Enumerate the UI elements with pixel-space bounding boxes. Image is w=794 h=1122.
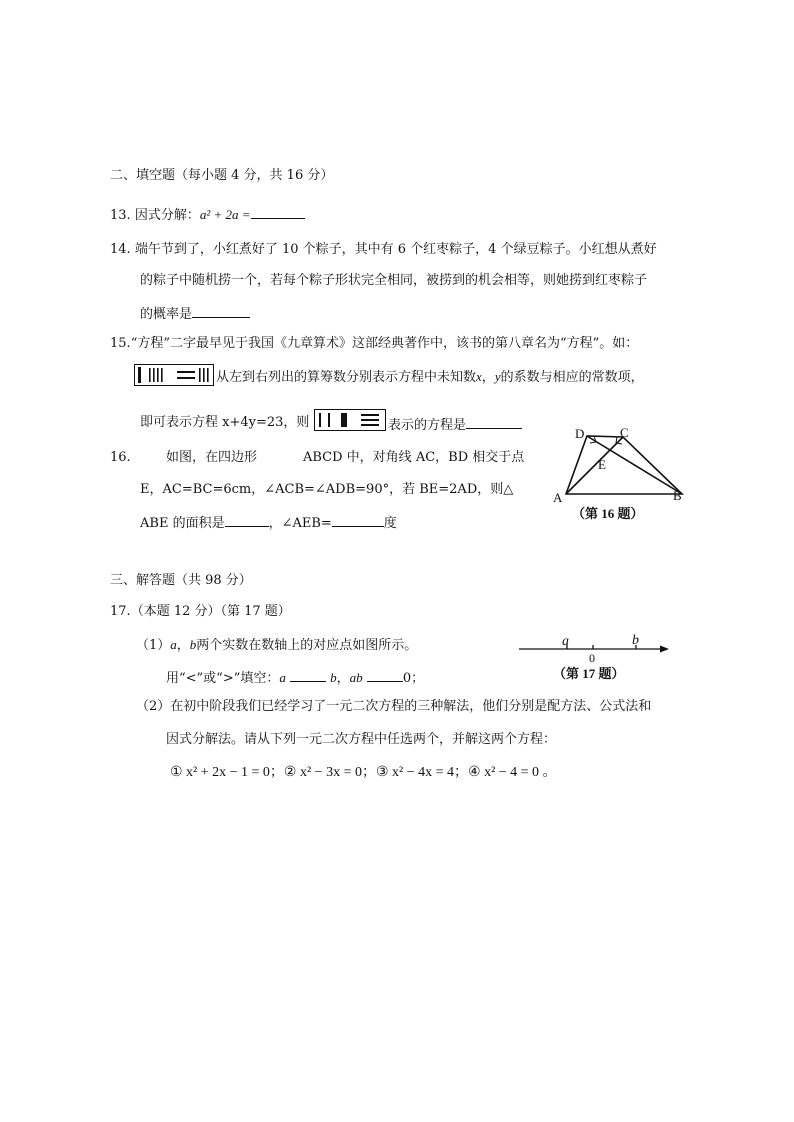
q13-answer-blank[interactable] xyxy=(251,206,305,219)
q17-var-b: b xyxy=(189,637,197,652)
q14-text-3: 的概率是 xyxy=(140,307,193,322)
q14-number: 14. xyxy=(110,242,131,257)
question-13 xyxy=(110,206,305,222)
q16-area-blank[interactable] xyxy=(225,514,269,527)
label-e: E xyxy=(598,457,606,472)
q16-figure-caption: （第 16 题） xyxy=(572,506,644,521)
q15-text-1: “方程”二字最早见于我国《九章算术》这部经典著作中，该书的第八章名为“方程”。如： xyxy=(130,336,639,351)
question-15-line-3a: 即可表示方程 x+4y=23，则 xyxy=(140,415,310,430)
question-14-line-3 xyxy=(140,305,250,321)
q16-text-1b: ABCD 中，对角线 AC，BD 相交于点 xyxy=(303,450,525,465)
q16-text-2: E，AC=BC=6cm，∠ACB=∠ADB=90°，若 BE=2AD，则△ xyxy=(140,482,514,497)
number-line-arrow xyxy=(660,646,669,653)
label-b: B xyxy=(673,488,682,503)
q16-text-1a: 如图，在四边形 xyxy=(166,450,258,465)
q17-fill-prefix: 用“<”或“>”填空： xyxy=(166,671,280,686)
q17-part-2-line-2: 因式分解法。请从下列一元二次方程中任选两个，并解这两个方程： xyxy=(166,732,557,747)
number-line-label-a: a xyxy=(562,634,569,649)
label-a: A xyxy=(553,490,563,505)
q16-angle-blank[interactable] xyxy=(332,514,384,527)
question-14-line-1 xyxy=(110,243,657,256)
question-15-line-2 xyxy=(216,370,644,384)
q17-fill-b: b xyxy=(330,670,337,685)
q15-var-y: y xyxy=(494,369,501,384)
q17-fill-sep: ， xyxy=(336,671,350,686)
counting-rods-example-glyph xyxy=(135,365,213,385)
q15-answer-blank[interactable] xyxy=(466,416,522,429)
q17-fill-a: a xyxy=(279,670,286,685)
q16-text-3b: ，∠AEB= xyxy=(268,516,332,531)
q17-compare-ab-blank[interactable] xyxy=(290,669,326,682)
q17-number-line-figure xyxy=(515,634,675,684)
q13-number: 13. xyxy=(110,208,131,223)
q15-text-3b: 表示的方程是 xyxy=(388,418,467,433)
q16-text-3c: 度 xyxy=(383,516,397,531)
q13-text: 因式分解： xyxy=(134,208,200,223)
question-15-line-1 xyxy=(110,337,638,350)
q14-text-1: 端午节到了，小红煮好了 10 个粽子，其中有 6 个红枣粽子，4 个绿豆粽子。小红想从煮好 xyxy=(134,242,657,257)
q16-text-3a: ABE 的面积是 xyxy=(140,516,225,531)
q17-part1-number: （1） xyxy=(136,638,171,653)
counting-rods-question xyxy=(314,409,386,431)
q17-var-a: a xyxy=(170,637,177,652)
section-heading-fill-in: 二、填空题（每小题 4 分，共 16 分） xyxy=(110,168,334,183)
q17-equation-list: ① x² + 2x − 1 = 0；② x² − 3x = 0；③ x² − 4x = 4；④ x² − 4 = 0 。 xyxy=(170,765,557,780)
q16-geometry-figure xyxy=(545,427,690,527)
q16-number: 16. xyxy=(110,450,131,465)
q17-part-1-line-2 xyxy=(166,669,424,685)
label-d: D xyxy=(575,427,585,441)
label-c: C xyxy=(620,427,629,440)
section-heading-solutions: 三、解答题（共 98 分） xyxy=(110,573,252,588)
q17-compare-product-blank[interactable] xyxy=(367,669,403,682)
q15-text-2a: 从左到右列出的算筹数分别表示方程中未知数 xyxy=(216,370,477,385)
q17-figure-caption: （第 17 题） xyxy=(553,666,625,681)
counting-rods-example xyxy=(134,364,214,386)
question-14-line-2: 的粽子中随机捞一个，若每个粽子形状完全相同，被捞到的机会相等，则她捞到红枣粽子 xyxy=(140,273,648,288)
q17-fill-end: 0； xyxy=(402,671,425,686)
q15-text-2b: 的系数与相应的常数项， xyxy=(500,370,644,385)
q17-number: 17. xyxy=(110,604,131,619)
q17-part1-text: 两个实数在数轴上的对应点如图所示。 xyxy=(196,638,418,653)
number-line-label-zero: 0 xyxy=(589,651,595,665)
q17-header-text: （本题 12 分）（第 17 题） xyxy=(130,604,291,619)
q13-expression: a² + 2a = xyxy=(199,207,251,222)
counting-rods-question-glyph xyxy=(315,410,385,430)
diagonal-ac xyxy=(566,437,623,494)
q17-part-2-line-1: （2）在初中阶段我们已经学习了一元二次方程的三种解法，他们分别是配方法、公式法和 xyxy=(136,699,652,714)
q15-comma: ， xyxy=(481,370,495,385)
q17-fill-ab: ab xyxy=(349,670,363,685)
q17-comma: ， xyxy=(176,638,190,653)
q15-number: 15. xyxy=(110,336,131,351)
q14-answer-blank[interactable] xyxy=(192,305,250,318)
q15-var-x: x xyxy=(476,369,482,384)
question-15-line-3b xyxy=(388,416,522,432)
quadrilateral-abcd xyxy=(566,436,682,494)
q17-part-1-line-1 xyxy=(136,638,417,652)
question-17-header xyxy=(110,605,291,618)
number-line-label-b: b xyxy=(632,634,639,648)
question-16-line-3 xyxy=(140,514,397,530)
